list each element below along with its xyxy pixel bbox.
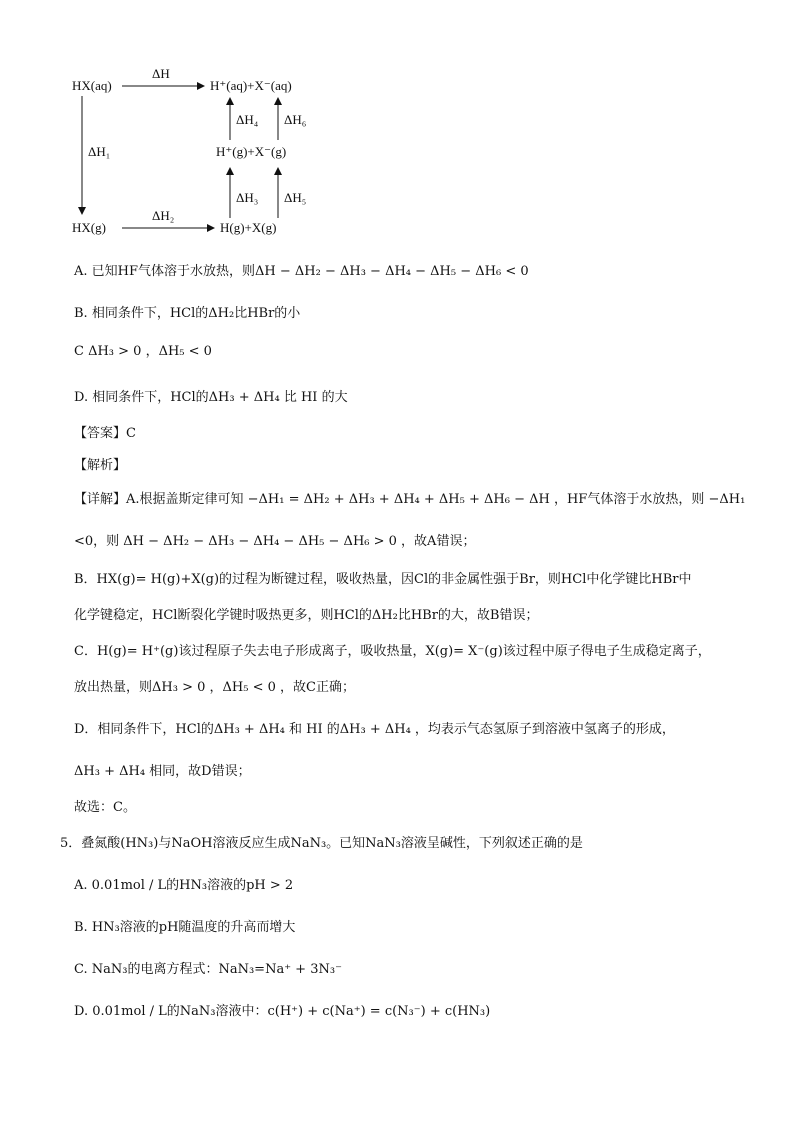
q5-option-b: B. HN₃溶液的pH随温度的升高而增大: [74, 920, 296, 935]
explanation-line-9: 故选：C。: [74, 800, 136, 815]
answer-line: 【答案】C: [74, 426, 136, 441]
explanation-line-5: C．H(g)= H⁺(g)该过程原子失去电子形成离子，吸收热量，X(g)= X⁻(g)该过程中原子得电子生成稳定离子，: [74, 644, 711, 659]
q4-option-d: D. 相同条件下，HCl的ΔH₃ + ΔH₄ 比 HI 的大: [74, 390, 348, 405]
q5-option-a: A. 0.01mol / L的HN₃溶液的pH > 2: [74, 878, 294, 893]
q4-option-b: B. 相同条件下，HCl的ΔH₂比HBr的小: [74, 306, 301, 321]
analysis-title: 【解析】: [74, 458, 127, 473]
explanation-line-1: 【详解】A.根据盖斯定律可知 −ΔH₁ = ΔH₂ + ΔH₃ + ΔH₄ + ΔH₅ + ΔH₆ − ΔH ，HF气体溶于水放热，则 −ΔH₁: [74, 492, 746, 507]
atoms-g-label: H(g)+X(g): [220, 220, 277, 235]
q5-option-c: C. NaN₃的电离方程式：NaN₃=Na⁺ + 3N₃⁻: [74, 962, 342, 977]
dh2-label: ΔH₂: [152, 208, 175, 223]
q4-option-a: A. 已知HF气体溶于水放热，则ΔH − ΔH₂ − ΔH₃ − ΔH₄ − ΔH₅ − ΔH₆ < 0: [74, 264, 529, 279]
explanation-line-4: 化学键稳定，HCl断裂化学键时吸热更多，则HCl的ΔH₂比HBr的大，故B错误；: [74, 608, 539, 623]
explanation-line-3: B．HX(g)= H(g)+X(g)的过程为断键过程，吸收热量，因Cl的非金属性强于Br，则HCl中化学键比HBr中: [74, 572, 692, 587]
dh5-label: ΔH₅: [284, 190, 307, 205]
q4-option-c: C ΔH₃ > 0 ，ΔH₅ < 0: [74, 344, 212, 359]
hx-aq-label: HX(aq): [72, 78, 112, 93]
dh3-label: ΔH₃: [236, 190, 259, 205]
explanation-line-7: D．相同条件下，HCl的ΔH₃ + ΔH₄ 和 HI 的ΔH₃ + ΔH₄ ，均表示气态氢原子到溶液中氢离子的形成，: [74, 722, 675, 737]
thermochemical-cycle-diagram: [60, 62, 360, 252]
dh-label: ΔH: [152, 66, 170, 81]
dh1-label: ΔH₁: [88, 144, 111, 159]
explanation-line-2: <0，则 ΔH − ΔH₂ − ΔH₃ − ΔH₄ − ΔH₅ − ΔH₆ > 0 ，故A错误；: [74, 534, 476, 549]
explanation-line-6: 放出热量，则ΔH₃ > 0 ，ΔH₅ < 0 ，故C正确；: [74, 680, 355, 695]
hx-g-label: HX(g): [72, 220, 106, 235]
q5-stem: 5．叠氮酸(HN₃)与NaOH溶液反应生成NaN₃。已知NaN₃溶液呈碱性，下列叙述正确的是: [60, 836, 583, 851]
explanation-line-8: ΔH₃ + ΔH₄ 相同，故D错误；: [74, 764, 251, 779]
ions-aq-label: H⁺(aq)+X⁻(aq): [210, 78, 292, 93]
ions-g-label: H⁺(g)+X⁻(g): [216, 144, 287, 159]
q5-option-d: D. 0.01mol / L的NaN₃溶液中：c(H⁺) + c(Na⁺) = c(N₃⁻) + c(HN₃): [74, 1004, 491, 1019]
dh4-label: ΔH₄: [236, 112, 259, 127]
dh6-label: ΔH₆: [284, 112, 307, 127]
